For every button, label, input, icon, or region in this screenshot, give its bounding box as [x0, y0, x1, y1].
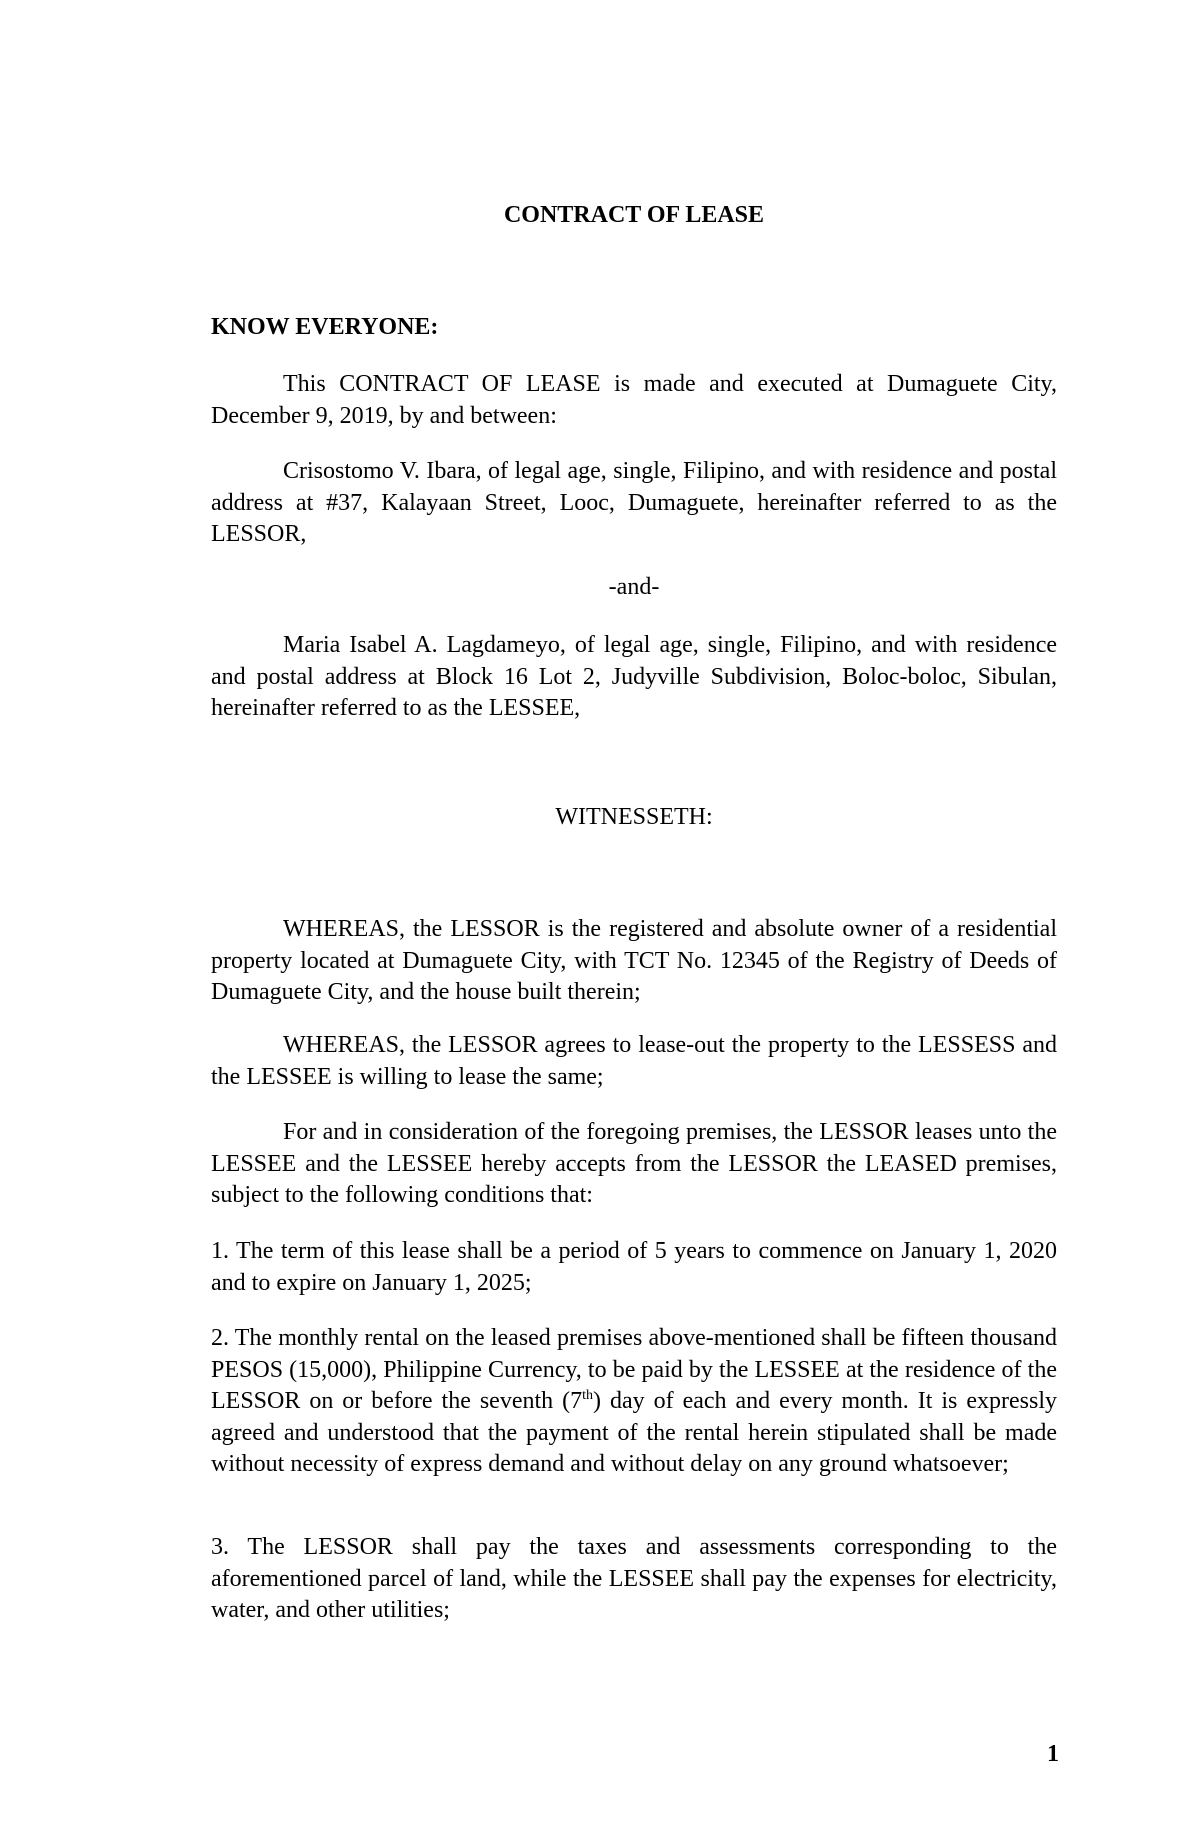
condition-2-superscript: th	[582, 1388, 594, 1403]
condition-1-paragraph: 1. The term of this lease shall be a period of 5 years to commence on January 1, 2020 and to expire on January 1, 2025;	[211, 1238, 1057, 1296]
condition-2-paragraph	[211, 1323, 1057, 1481]
condition-2-block	[211, 1323, 1057, 1481]
intro-paragraph: This CONTRACT OF LEASE is made and executed at Dumaguete City, December 9, 2019, by and between:	[211, 371, 1057, 429]
condition-3-paragraph: 3. The LESSOR shall pay the taxes and assessments corresponding to the aforementioned parcel of land, while the LESSEE shall pay the expenses for electricity, water, and other utilities;	[211, 1534, 1057, 1623]
condition-1-block	[211, 1236, 1057, 1299]
and-separator: -and-	[608, 574, 660, 600]
intro-block	[211, 369, 1057, 432]
salutation: KNOW EVERYONE:	[211, 314, 439, 340]
lessor-paragraph: Crisostomo V. Ibara, of legal age, single, Filipino, and with residence and postal address at #37, Kalayaan Street, Looc, Dumaguete, hereinafter referred to as the LESSOR,	[211, 458, 1057, 547]
lessor-block	[211, 456, 1057, 551]
whereas-1-paragraph: WHEREAS, the LESSOR is the registered and absolute owner of a residential property located at Dumaguete City, with TCT No. 12345 of the Registry of Deeds of Dumaguete City, and the house built therein;	[211, 916, 1057, 1005]
whereas-1-block	[211, 914, 1057, 1009]
document-title: CONTRACT OF LEASE	[503, 202, 765, 228]
consideration-block	[211, 1117, 1057, 1212]
condition-2-text-b: ) day of each and every month. It is expressly agreed and understood that the payment of the rental herein stipulated shall be made without necessity of express demand and without delay on any ground whatsoever;	[211, 1388, 1057, 1477]
whereas-2-paragraph: WHEREAS, the LESSOR agrees to lease-out the property to the LESSESS and the LESSEE is willing to lease the same;	[211, 1032, 1057, 1090]
witnesseth-heading: WITNESSETH:	[555, 804, 713, 830]
lessee-block	[211, 630, 1057, 725]
consideration-paragraph: For and in consideration of the foregoing premises, the LESSOR leases unto the LESSEE and the LESSEE hereby accepts from the LESSOR the LEASED premises, subject to the following conditions that:	[211, 1119, 1057, 1208]
whereas-2-block	[211, 1030, 1057, 1093]
page-number: 1	[1047, 1741, 1059, 1767]
condition-3-block	[211, 1532, 1057, 1627]
lessee-paragraph: Maria Isabel A. Lagdameyo, of legal age, single, Filipino, and with residence and postal address at Block 16 Lot 2, Judyville Subdivision, Boloc-boloc, Sibulan, hereinafter referred to as the LESSEE,	[211, 632, 1057, 721]
condition-2-text-a: 2. The monthly rental on the leased premises above-mentioned shall be fifteen thousand PESOS (15,000), Philippine Currency, to be paid by the LESSEE at the residence of the LESSOR on or before the seventh (7	[211, 1325, 1057, 1414]
